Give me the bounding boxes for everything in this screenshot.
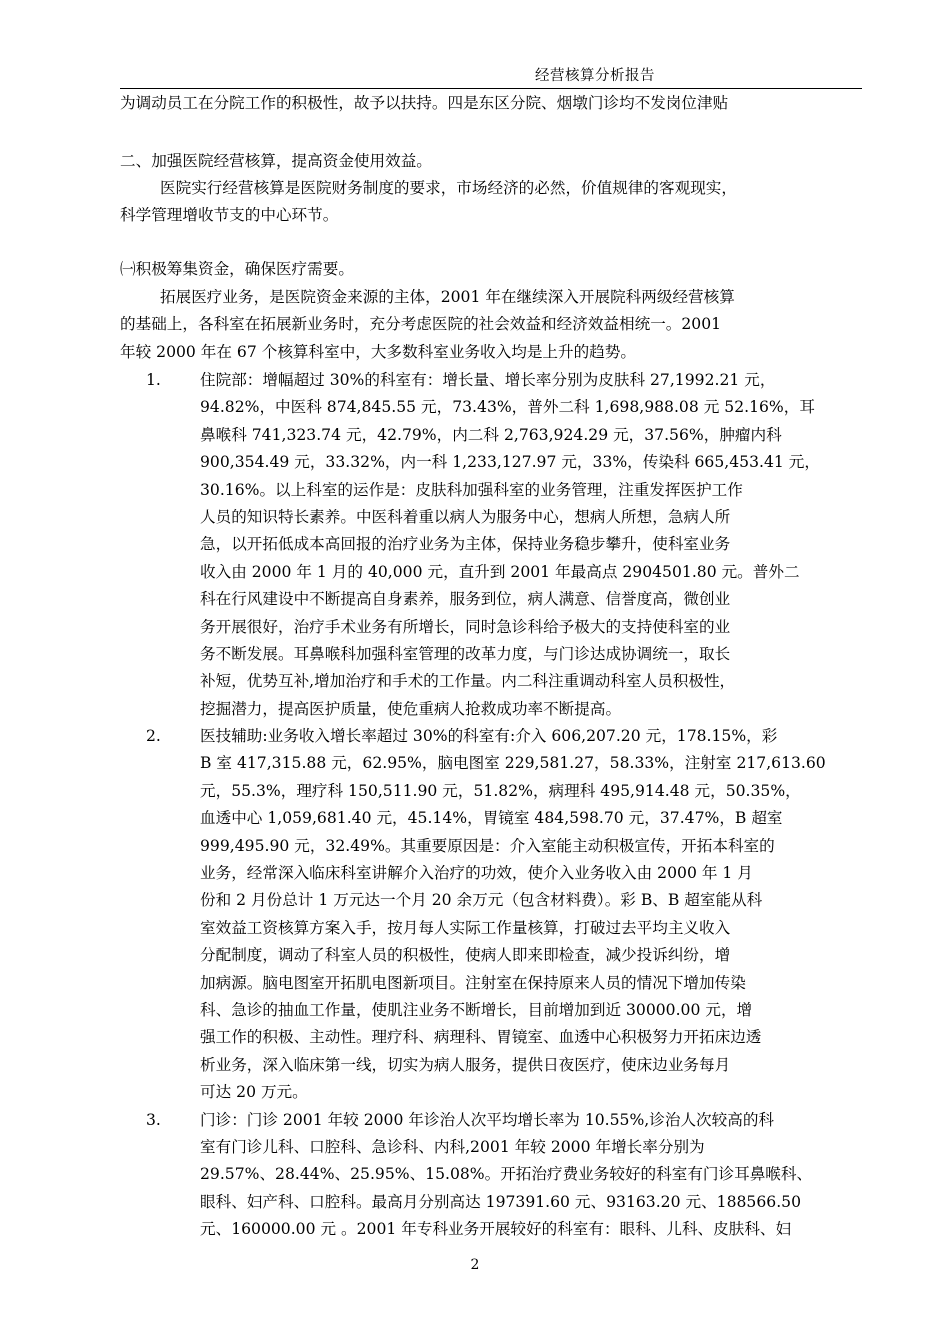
text-line: 眼科、妇产科、口腔科。最高月分别高达 197391.60 元、93163.20 元、188566.50	[200, 1192, 801, 1211]
text-line: 30.16%。以上科室的运作是：皮肤科加强科室的业务管理，注重发挥医护工作	[200, 480, 743, 499]
section-title: 二、加强医院经营核算，提高资金使用效益。	[120, 152, 432, 170]
text-line: 人员的知识特长素养。中医科着重以病人为服务中心，想病人所想，急病人所	[200, 507, 731, 526]
paragraph-continuation	[120, 90, 862, 117]
list-number: 3.	[146, 1110, 161, 1129]
list-item	[120, 723, 862, 1106]
list-number: 2.	[146, 727, 161, 746]
text-line: 可达 20 万元。	[200, 1083, 308, 1102]
text-line: 室效益工资核算方案入手，按月每人实际工作量核算，打破过去平均主义收入	[200, 918, 731, 937]
page-number: 2	[470, 1257, 480, 1273]
text-line: 门诊：门诊 2001 年较 2000 年诊治人次平均增长率为 10.55%,诊治人次较高的科	[200, 1110, 775, 1129]
text-line: 强工作的积极、主动性。理疗科、病理科、胃镜室、血透中心积极努力开拓床边透	[200, 1028, 762, 1047]
section-heading	[120, 148, 862, 175]
text-line: 加病源。脑电图室开拓肌电图新项目。注射室在保持原来人员的情况下增加传染	[200, 973, 746, 992]
text-line: 900,354.49 元，33.32%，内一科 1,233,127.97 元，33%，传染科 665,453.41 元，	[200, 453, 820, 472]
numbered-list	[120, 367, 862, 1244]
text-line: 医技辅助:业务收入增长率超过 30%的科室有:介入 606,207.20 元，178.15%，彩	[200, 727, 778, 746]
text-line: B 室 417,315.88 元，62.95%，脑电图室 229,581.27，58.33%，注射室 217,613.60	[200, 754, 826, 773]
text-line: 鼻喉科 741,323.74 元，42.79%，内二科 2,763,924.29 元，37.56%，肿瘤内科	[200, 425, 782, 444]
text-line: 拓展医疗业务，是医院资金来源的主体，2001 年在继续深入开展院科两级经营核算	[160, 288, 735, 306]
list-number: 1.	[146, 371, 161, 389]
text-line: 挖掘潜力，提高医护质量，使危重病人抢救成功率不断提高。	[200, 699, 622, 718]
text-line: 为调动员工在分院工作的积极性，故予以扶持。四是东区分院、烟墩门诊均不发岗位津贴	[120, 94, 729, 112]
page-header	[120, 62, 862, 89]
text-line: 分配制度，调动了科室人员的积极性，使病人即来即检查，减少投诉纠纷，增	[200, 946, 731, 965]
text-line: 元、160000.00 元 。2001 年专科业务开展较好的科室有：眼科、儿科、皮肤科、妇	[200, 1220, 792, 1239]
text-line: 份和 2 月份总计 1 万元达一个月 20 余万元（包含材料费）。彩 B、B 超室能从科	[200, 891, 763, 910]
text-line: 急，以开拓低成本高回报的治疗业务为主体，保持业务稳步攀升，使科室业务	[200, 535, 731, 554]
text-line: 医院实行经营核算是医院财务制度的要求，市场经济的必然，价值规律的客观现实，	[160, 179, 737, 197]
subsection-title: ㈠积极筹集资金，确保医疗需要。	[120, 260, 354, 278]
text-line: 析业务，深入临床第一线，切实为病人服务，提供日夜医疗，使床边业务每月	[200, 1055, 731, 1074]
paragraph-intro	[120, 175, 862, 230]
text-line: 血透中心 1,059,681.40 元，45.14%，胃镜室 484,598.70 元，37.47%，B 超室	[200, 809, 783, 828]
subsection-heading	[120, 256, 862, 283]
text-line: 29.57%、28.44%、25.95%、15.08%。开拓治疗费业务较好的科室有门诊耳鼻喉科、	[200, 1165, 813, 1184]
list-item	[120, 367, 862, 723]
text-line: 科学管理增收节支的中心环节。	[120, 206, 339, 225]
list-item	[120, 1107, 862, 1244]
text-line: 补短，优势互补,增加治疗和手术的工作量。内二科注重调动科室人员积极性，	[200, 672, 736, 691]
text-line: 住院部：增幅超过 30%的科室有：增长量、增长率分别为皮肤科 27,1992.21 元，	[200, 371, 776, 389]
text-line: 科、急诊的抽血工作量，使肌注业务不断增长，目前增加到近 30000.00 元，增	[200, 1000, 753, 1019]
text-line: 999,495.90 元，32.49%。其重要原因是：介入室能主动积极宣传，开拓本科室的	[200, 836, 775, 855]
text-line: 务开展很好，治疗手术业务有所增长，同时急诊科给予极大的支持使科室的业	[200, 617, 731, 636]
text-line: 务不断发展。耳鼻喉科加强科室管理的改革力度，与门诊达成协调统一，取长	[200, 644, 731, 663]
page-footer	[0, 1257, 950, 1273]
text-line: 收入由 2000 年 1 月的 40,000 元，直升到 2001 年最高点 2904501.80 元。普外二	[200, 562, 800, 581]
text-line: 年较 2000 年在 67 个核算科室中，大多数科室业务收入均是上升的趋势。	[120, 342, 636, 361]
text-line: 科在行风建设中不断提高自身素养，服务到位，病人满意、信誉度高，微创业	[200, 590, 731, 609]
text-line: 元，55.3%，理疗科 150,511.90 元，51.82%，病理科 495,914.48 元，50.35%，	[200, 781, 801, 800]
text-line: 业务，经常深入临床科室讲解介入治疗的功效，使介入业务收入由 2000 年 1 月	[200, 864, 753, 883]
header-title: 经营核算分析报告	[535, 68, 655, 84]
text-line: 室有门诊儿科、口腔科、急诊科、内科,2001 年较 2000 年增长率分别为	[200, 1137, 705, 1156]
paragraph-business	[120, 284, 862, 366]
text-line: 94.82%，中医科 874,845.55 元，73.43%，普外二科 1,698,988.08 元 52.16%，耳	[200, 398, 815, 417]
text-line: 的基础上，各科室在拓展新业务时，充分考虑医院的社会效益和经济效益相统一。2001	[120, 315, 722, 334]
